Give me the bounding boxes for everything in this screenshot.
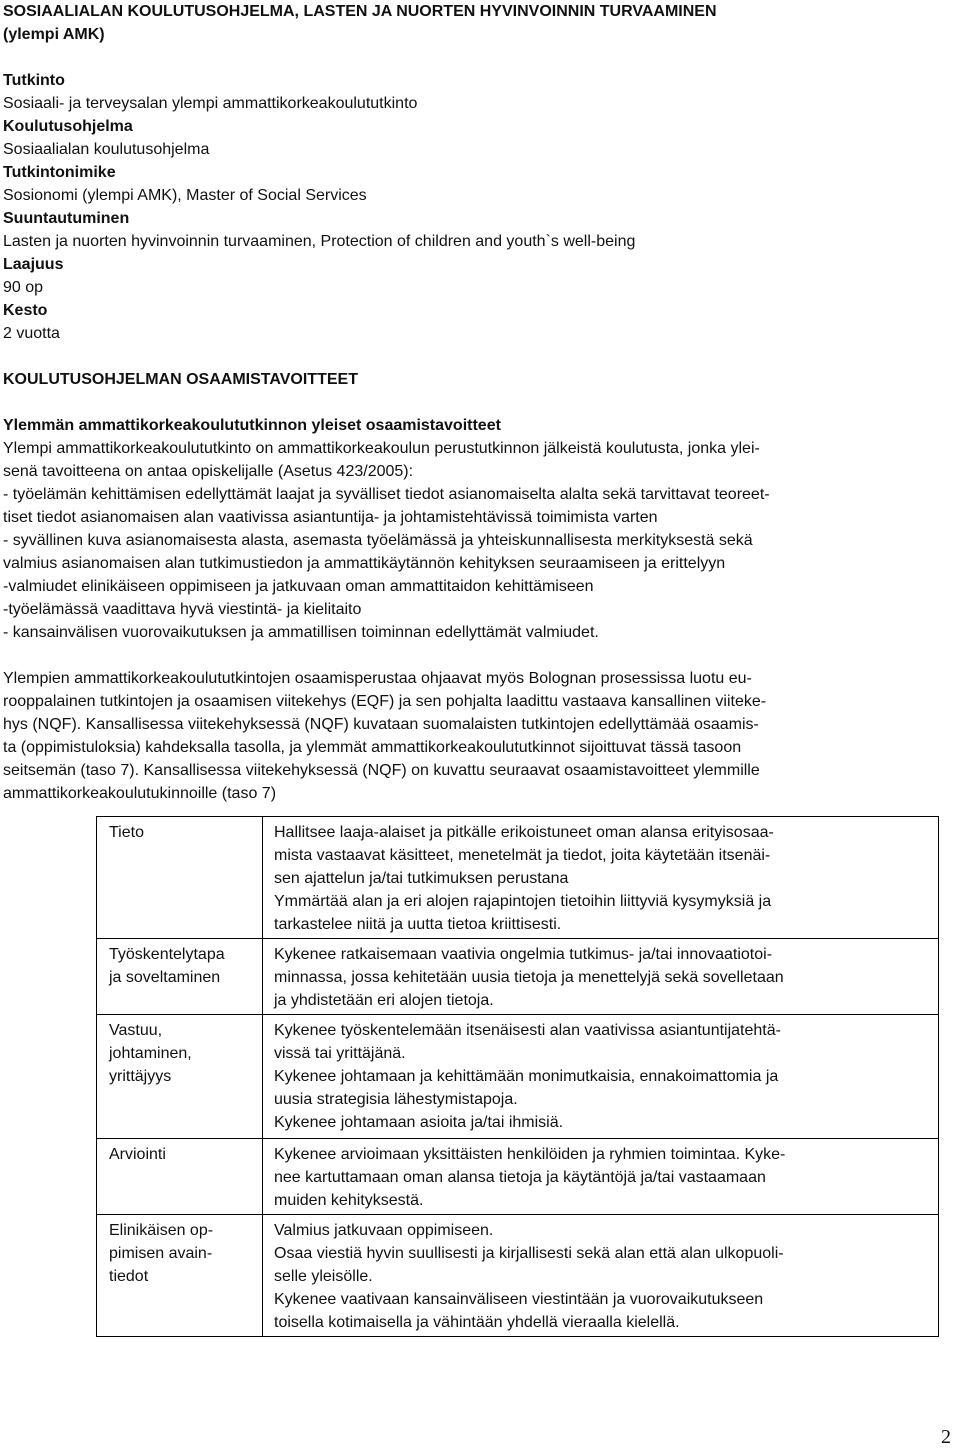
cell-line: pimisen avain- (109, 1245, 213, 1262)
table-row (97, 1139, 939, 1215)
cell-line: Kykenee ratkaisemaan vaativia ongelmia tutkimus- ja/tai innovaatiotoi- (274, 946, 773, 963)
cell-line: Ymmärtää alan ja eri alojen rajapintojen tietoihin liittyviä kysymyksiä ja (274, 893, 772, 910)
cell-line: sen ajattelun ja/tai tutkimuksen perustana (274, 870, 569, 887)
cell-line: Elinikäisen op- (109, 1222, 214, 1239)
cell-line: tiedot (109, 1268, 149, 1285)
paragraph-line: - syvällinen kuva asianomaisesta alasta, asemasta työelämässä ja yhteiskunnallisesta merkityksestä sekä (3, 532, 753, 549)
koulutusohjelma-value: Sosiaalialan koulutusohjelma (3, 141, 210, 158)
cell-line: Työskentelytapa (109, 946, 225, 963)
title-line: SOSIAALIALAN KOULUTUSOHJELMA, LASTEN JA NUORTEN HYVINVOINNIN TURVAAMINEN (3, 3, 717, 20)
cell-line: ja yhdistetään eri alojen tietoja. (274, 992, 494, 1009)
paragraph-line: tiset tiedot asianomaisen alan vaativissa asiantuntija- ja johtamistehtävissä toimimista varten (3, 509, 658, 526)
cell-line: tarkastelee niitä ja uutta tietoa kriittisesti. (274, 916, 562, 933)
table-row-label (97, 1215, 263, 1337)
cell-line: ja soveltaminen (109, 969, 221, 986)
paragraph-line: -työelämässä vaadittava hyvä viestintä- ja kielitaito (3, 601, 362, 618)
page-number: 2 (941, 1426, 951, 1448)
kesto-label: Kesto (3, 302, 48, 319)
cell-line: vissä tai yrittäjänä. (274, 1045, 406, 1062)
cell-line: Vastuu, (109, 1022, 163, 1039)
table-row (97, 939, 939, 1015)
table-row-description (263, 1139, 939, 1215)
cell-line: Hallitsee laaja-alaiset ja pitkälle erikoistuneet oman alansa erityisosaa- (274, 824, 774, 841)
cell-line: yrittäjyys (109, 1068, 172, 1085)
cell-line: Tieto (109, 824, 144, 841)
cell-line: uusia strategisia lähestymistapoja. (274, 1091, 518, 1108)
cell-line: nee kartuttamaan oman alansa tietoja ja käytäntöjä ja/tai vastaamaan (274, 1169, 766, 1186)
paragraph-line: rooppalainen tutkintojen ja osaamisen viitekehys (EQF) ja sen pohjalta laadittu vastaava kansallinen viiteke- (3, 693, 767, 710)
koulutusohjelma-label: Koulutusohjelma (3, 118, 133, 135)
competence-table (96, 816, 939, 1337)
cell-line: Kykenee työskentelemään itsenäisesti alan vaativissa asiantuntijatehtä- (274, 1022, 781, 1039)
table-row-label (97, 817, 263, 939)
tutkintonimike-label: Tutkintonimike (3, 164, 116, 181)
paragraph-line: senä tavoitteena on antaa opiskelijalle (Asetus 423/2005): (3, 463, 414, 480)
paragraph-line: hys (NQF). Kansallisessa viitekehyksessä (NQF) kuvataan suomalaisten tutkintojen edellyttämää osaamis- (3, 716, 759, 733)
table-row (97, 817, 939, 939)
cell-line: minnassa, jossa kehitetään uusia tietoja ja menettelyjä sekä sovelletaan (274, 969, 784, 986)
cell-line: Arviointi (109, 1146, 166, 1163)
cell-line: muiden kehityksestä. (274, 1192, 424, 1209)
laajuus-label: Laajuus (3, 256, 64, 273)
paragraph-line: -valmiudet elinikäiseen oppimiseen ja jatkuvaan oman ammattitaidon kehittämiseen (3, 578, 594, 595)
cell-line: Valmius jatkuvaan oppimiseen. (274, 1222, 494, 1239)
paragraph-line: valmius asianomaisen alan tutkimustiedon ja ammattikäytännön kehityksen seuraamiseen ja erittelyyn (3, 555, 726, 572)
paragraph-line: ammattikorkeakoulutukinnoille (taso 7) (3, 785, 277, 802)
section-heading: KOULUTUSOHJELMAN OSAAMISTAVOITTEET (3, 371, 358, 388)
tutkinto-value: Sosiaali- ja terveysalan ylempi ammattikorkeakoulututkinto (3, 95, 418, 112)
title-line: (ylempi AMK) (3, 26, 105, 43)
cell-line: Kykenee johtamaan asioita ja/tai ihmisiä. (274, 1114, 564, 1131)
suuntautuminen-value: Lasten ja nuorten hyvinvoinnin turvaaminen, Protection of children and youth`s well-being (3, 233, 636, 250)
document-title (3, 0, 939, 46)
paragraph-line: ta (oppimistuloksia) kahdeksalla tasolla, ja ylemmät ammattikorkeakoulututkinnot sijoittuvat tässä tasoon (3, 739, 742, 756)
tutkintonimike-value: Sosionomi (ylempi AMK), Master of Social Services (3, 187, 367, 204)
subheading: Ylemmän ammattikorkeakoulututkinnon yleiset osaamistavoitteet (3, 417, 501, 434)
nqf-paragraph (3, 667, 939, 805)
kesto-value: 2 vuotta (3, 325, 60, 342)
cell-line: johtaminen, (109, 1045, 192, 1062)
cell-line: Kykenee johtamaan ja kehittämään monimutkaisia, ennakoimattomia ja (274, 1068, 779, 1085)
degree-info (3, 69, 939, 345)
cell-line: Kykenee vaativaan kansainväliseen viestintään ja vuorovaikutukseen (274, 1291, 764, 1308)
paragraph-line: seitsemän (taso 7). Kansallisessa viitekehyksessä (NQF) on kuvattu seuraavat osaamistavoitteet ylemmille (3, 762, 760, 779)
table-row-label (97, 1015, 263, 1139)
general-objectives-paragraph (3, 437, 939, 644)
cell-line: toisella kotimaisella ja vähintään yhdellä vieraalla kielellä. (274, 1314, 680, 1331)
table-row-label (97, 1139, 263, 1215)
table-row-description (263, 1215, 939, 1337)
cell-line: selle yleisölle. (274, 1268, 373, 1285)
paragraph-line: - kansainvälisen vuorovaikutuksen ja ammatillisen toiminnan edellyttämät valmiudet. (3, 624, 599, 641)
table-row (97, 1215, 939, 1337)
laajuus-value: 90 op (3, 279, 44, 296)
suuntautuminen-label: Suuntautuminen (3, 210, 130, 227)
table-row-description (263, 1015, 939, 1139)
document-page (3, 0, 939, 805)
cell-line: Osaa viestiä hyvin suullisesti ja kirjallisesti sekä alan että alan ulkopuoli- (274, 1245, 784, 1262)
cell-line: mista vastaavat käsitteet, menetelmät ja tiedot, joita käytetään itsenäi- (274, 847, 771, 864)
paragraph-line: - työelämän kehittämisen edellyttämät laajat ja syvälliset tiedot asianomaiselta alalta sekä tarvittavat teoreet- (3, 486, 770, 503)
cell-line: Kykenee arvioimaan yksittäisten henkilöiden ja ryhmien toimintaa. Kyke- (274, 1146, 786, 1163)
tutkinto-label: Tutkinto (3, 72, 65, 89)
table-row (97, 1015, 939, 1139)
table-row-description (263, 817, 939, 939)
table-row-description (263, 939, 939, 1015)
paragraph-line: Ylempien ammattikorkeakoulututkintojen osaamisperustaa ohjaavat myös Bolognan prosessissa luotu eu- (3, 670, 752, 687)
paragraph-line: Ylempi ammattikorkeakoulututkinto on ammattikorkeakoulun perustutkinnon jälkeistä koulutusta, jonka ylei- (3, 440, 760, 457)
table-row-label (97, 939, 263, 1015)
